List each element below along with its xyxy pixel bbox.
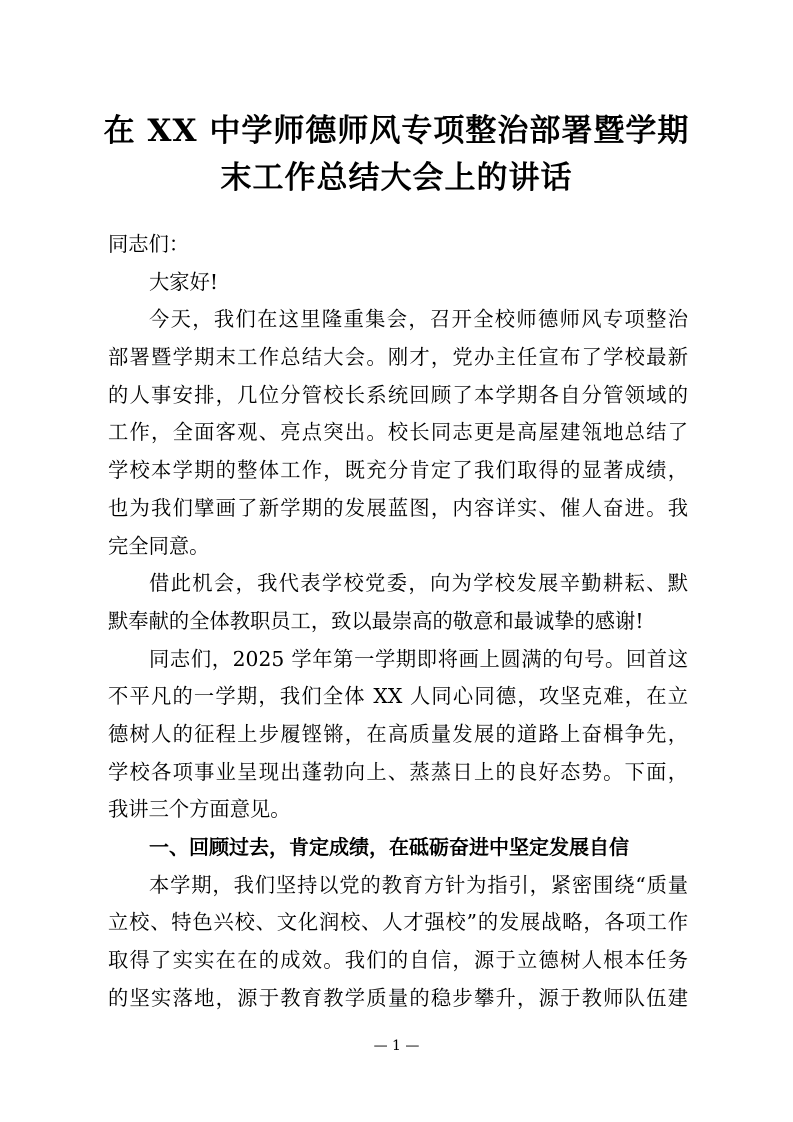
paragraph-line: 也为我们擘画了新学期的发展蓝图，内容详实、催人奋进。我 (108, 495, 688, 520)
paragraph-3 (108, 641, 688, 829)
paragraph-line: 今天，我们在这里隆重集会，召开全校师德师风专项整治 (149, 307, 688, 332)
paragraph-4 (108, 867, 688, 1018)
paragraph-line: 本学期，我们坚持以党的教育方针为指引，紧密围绕“质量 (149, 872, 688, 897)
paragraph-line: 借此机会，我代表学校党委，向为学校发展辛勤耕耘、默 (149, 571, 688, 596)
paragraph-line: 立校、特色兴校、文化润校、人才强校”的发展战略，各项工作 (108, 910, 688, 935)
title-line-1: 在 XX 中学师德师风专项整治部署暨学期 (103, 113, 690, 149)
paragraph-line: 学校各项事业呈现出蓬勃向上、蒸蒸日上的良好态势。下面， (108, 759, 688, 784)
paragraph-line: 我讲三个方面意见。 (108, 797, 291, 822)
paragraph-line: 同志们，2025 学年第一学期即将画上圆满的句号。回首这 (149, 646, 688, 671)
paragraph-1 (108, 301, 688, 565)
paragraph-line: 的坚实落地，源于教育教学质量的稳步攀升，源于教师队伍建 (108, 985, 688, 1010)
paragraph-line: 学校本学期的整体工作，既充分肯定了我们取得的显著成绩， (108, 458, 688, 483)
paragraph-line: 默奉献的全体教职员工，致以最崇高的敬意和最诚挚的感谢! (108, 608, 644, 633)
paragraph-2 (108, 565, 688, 640)
paragraph-line: 工作，全面客观、亮点突出。校长同志更是高屋建瓴地总结了 (108, 420, 688, 445)
document-title (100, 108, 693, 202)
paragraph-line: 德树人的征程上步履铿锵，在高质量发展的道路上奋楫争先， (108, 721, 688, 746)
salutation: 同志们： (108, 232, 190, 256)
section-heading: 一、回顾过去，肯定成绩，在砥砺奋进中坚定发展自信 (149, 835, 629, 859)
page-number: — 1 — (373, 1038, 420, 1054)
paragraph-line: 不平凡的一学期，我们全体 XX 人同心同德，攻坚克难，在立 (108, 684, 688, 709)
greeting: 大家好! (149, 269, 218, 294)
title-line-2: 末工作总结大会上的讲话 (220, 160, 573, 196)
paragraph-line: 完全同意。 (108, 533, 210, 558)
document-body (108, 226, 688, 1017)
paragraph-line: 部署暨学期末工作总结大会。刚才，党办主任宣布了学校最新 (108, 345, 688, 370)
paragraph-line: 取得了实实在在的成效。我们的自信，源于立德树人根本任务 (108, 948, 688, 973)
paragraph-line: 的人事安排，几位分管校长系统回顾了本学期各自分管领域的 (108, 382, 688, 407)
